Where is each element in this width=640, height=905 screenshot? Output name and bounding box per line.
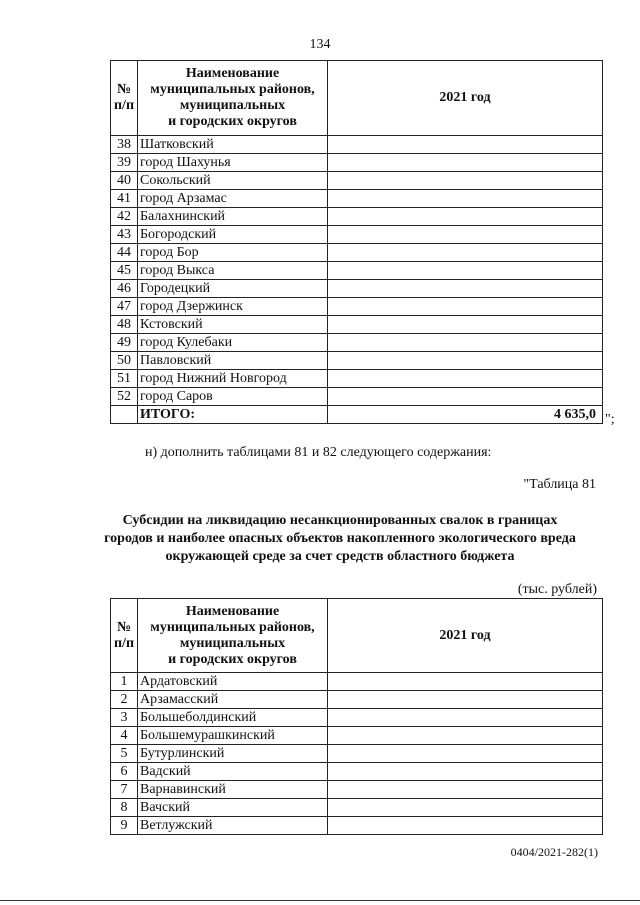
table-row <box>111 727 603 745</box>
municipality-name: Большемурашкинский <box>138 727 328 745</box>
municipality-name: Бутурлинский <box>138 745 328 763</box>
municipality-name: город Саров <box>138 388 328 406</box>
municipality-name: Богородский <box>138 226 328 244</box>
year-value <box>328 745 603 763</box>
municipality-name: город Шахунья <box>138 154 328 172</box>
row-number: 38 <box>111 136 138 154</box>
row-number: 52 <box>111 388 138 406</box>
municipality-name: Ардатовский <box>138 673 328 691</box>
year-value <box>328 691 603 709</box>
year-value <box>328 172 603 190</box>
municipality-name: Шатковский <box>138 136 328 154</box>
year-value <box>328 190 603 208</box>
table-continuation <box>110 60 603 424</box>
year-value <box>328 727 603 745</box>
year-value <box>328 298 603 316</box>
row-number: 5 <box>111 745 138 763</box>
table-row <box>111 316 603 334</box>
municipality-name: Вачский <box>138 799 328 817</box>
header-num: № п/п <box>111 61 138 136</box>
table-81 <box>110 598 603 835</box>
table-label: "Таблица 81 <box>523 477 596 492</box>
row-number: 49 <box>111 334 138 352</box>
table-row <box>111 172 603 190</box>
table-row <box>111 388 603 406</box>
municipality-name: Сокольский <box>138 172 328 190</box>
municipality-name: Кстовский <box>138 316 328 334</box>
row-number: 41 <box>111 190 138 208</box>
table-row <box>111 262 603 280</box>
row-number: 1 <box>111 673 138 691</box>
table-body <box>111 673 603 835</box>
year-value <box>328 388 603 406</box>
table-row <box>111 298 603 316</box>
header-name: Наименование муниципальных районов, муниципальных и городских округов <box>138 599 328 673</box>
municipality-name: Ветлужский <box>138 817 328 835</box>
year-value <box>328 316 603 334</box>
table-row <box>111 154 603 172</box>
page-bottom-rule <box>0 900 640 901</box>
year-value <box>328 136 603 154</box>
document-number: 0404/2021-282(1) <box>510 845 598 859</box>
row-number: 46 <box>111 280 138 298</box>
row-number: 48 <box>111 316 138 334</box>
municipality-name: Павловский <box>138 352 328 370</box>
table-row <box>111 136 603 154</box>
row-number: 8 <box>111 799 138 817</box>
year-value <box>328 208 603 226</box>
table-row <box>111 352 603 370</box>
municipality-name: город Дзержинск <box>138 298 328 316</box>
closing-quote-mark: "; <box>605 412 615 427</box>
row-number: 50 <box>111 352 138 370</box>
year-value <box>328 334 603 352</box>
municipality-name: город Кулебаки <box>138 334 328 352</box>
table-row <box>111 208 603 226</box>
table-body <box>111 136 603 424</box>
year-value <box>328 226 603 244</box>
row-number: 44 <box>111 244 138 262</box>
row-number: 43 <box>111 226 138 244</box>
row-number: 7 <box>111 781 138 799</box>
year-value <box>328 244 603 262</box>
row-number: 39 <box>111 154 138 172</box>
table-row <box>111 370 603 388</box>
row-number: 6 <box>111 763 138 781</box>
year-value <box>328 799 603 817</box>
year-value <box>328 262 603 280</box>
table-row <box>111 817 603 835</box>
municipality-name: город Бор <box>138 244 328 262</box>
municipality-name: Балахнинский <box>138 208 328 226</box>
row-number: 47 <box>111 298 138 316</box>
table-row <box>111 763 603 781</box>
units-label: (тыс. рублей) <box>517 582 597 597</box>
year-value <box>328 781 603 799</box>
table-row <box>111 334 603 352</box>
year-value <box>328 154 603 172</box>
table-row <box>111 673 603 691</box>
total-num-cell <box>111 406 138 424</box>
header-name: Наименование муниципальных районов, муниципальных и городских округов <box>138 61 328 136</box>
table-row <box>111 799 603 817</box>
table-row <box>111 244 603 262</box>
year-value <box>328 370 603 388</box>
row-number: 9 <box>111 817 138 835</box>
total-row <box>111 406 603 424</box>
row-number: 42 <box>111 208 138 226</box>
row-number: 40 <box>111 172 138 190</box>
table-row <box>111 190 603 208</box>
header-year: 2021 год <box>328 599 603 673</box>
row-number: 45 <box>111 262 138 280</box>
year-value <box>328 673 603 691</box>
row-number: 51 <box>111 370 138 388</box>
table-row <box>111 691 603 709</box>
total-label: ИТОГО: <box>138 406 328 424</box>
table-row <box>111 226 603 244</box>
municipality-name: Большеболдинский <box>138 709 328 727</box>
row-number: 3 <box>111 709 138 727</box>
municipality-name: город Нижний Новгород <box>138 370 328 388</box>
table-row <box>111 745 603 763</box>
table-row <box>111 709 603 727</box>
municipality-name: город Арзамас <box>138 190 328 208</box>
year-value <box>328 709 603 727</box>
row-number: 4 <box>111 727 138 745</box>
table-row <box>111 781 603 799</box>
row-number: 2 <box>111 691 138 709</box>
municipality-name: город Выкса <box>138 262 328 280</box>
header-year: 2021 год <box>328 61 603 136</box>
year-value <box>328 280 603 298</box>
municipality-name: Варнавинский <box>138 781 328 799</box>
amendment-paragraph: н) дополнить таблицами 81 и 82 следующего содержания: <box>145 445 492 460</box>
year-value <box>328 763 603 781</box>
table-heading: Субсидии на ликвидацию несанкционированных свалок в границах городов и наиболее опасных объектов накопленного экологического вреда окружающей среде за счет средств областного бюджета <box>104 513 576 564</box>
table-row <box>111 280 603 298</box>
municipality-name: Вадский <box>138 763 328 781</box>
municipality-name: Городецкий <box>138 280 328 298</box>
year-value <box>328 817 603 835</box>
header-num: № п/п <box>111 599 138 673</box>
year-value <box>328 352 603 370</box>
total-value: 4 635,0 <box>328 406 603 424</box>
page-number: 134 <box>309 37 331 52</box>
municipality-name: Арзамасский <box>138 691 328 709</box>
